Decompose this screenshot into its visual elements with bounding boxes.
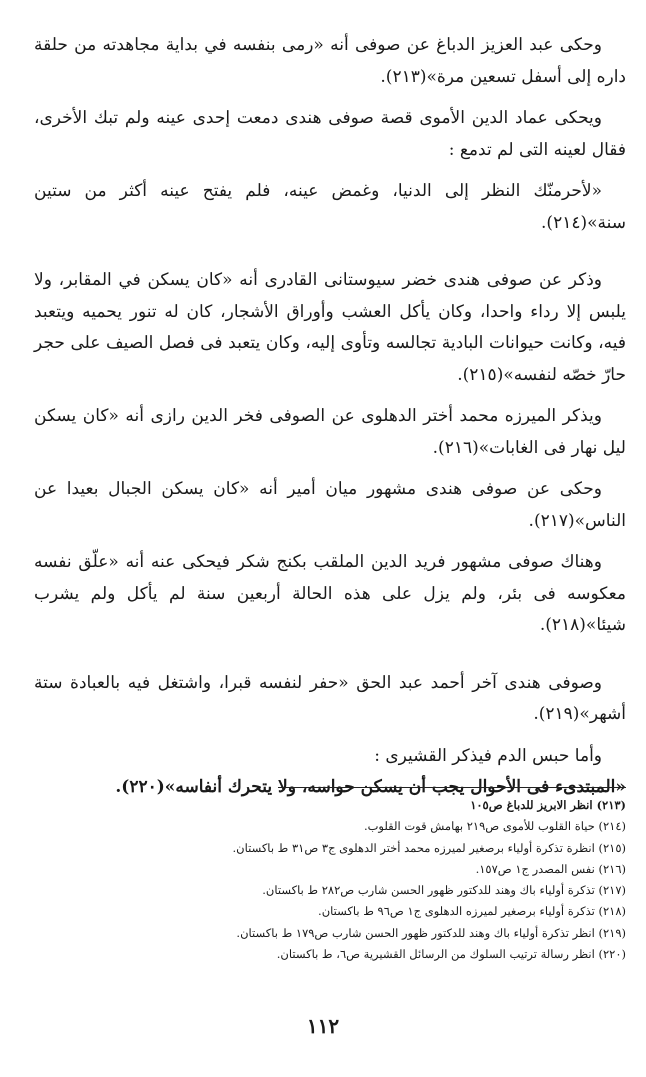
footnote-215: (٢١٥) انظرة تذكرة أولياء برصغير لميرزه محمد أختر الدهلوى ج٣ ص٣١ ط باكستان. bbox=[232, 840, 626, 855]
paragraph-dabbagh: وحكى عبد العزيز الدباغ عن صوفى أنه «رمى بنفسه في بداية مجاهدته من حلقة داره إلى أسفل تسعين مرة»(٢١٣). bbox=[34, 35, 626, 87]
paragraph-qushayri-quote: «المبتدىء فى الأحوال يجب أن يسكن حواسه، ولا يتحرك أنفاسه»(٢٢٠). bbox=[115, 777, 626, 797]
footnotes-list bbox=[26, 795, 626, 965]
footnote-217: (٢١٧) تذكرة أولياء باك وهند للدكتور ظهور الحسن شارب ص٢٨٢ ط باكستان. bbox=[262, 883, 626, 898]
footnote-220: (٢٢٠) انظر رسالة ترتيب السلوك من الرسائل القشيرية ص٦، ط باكستان. bbox=[276, 947, 626, 962]
footnote-separator bbox=[278, 787, 626, 788]
paragraph-khidr: وذكر عن صوفى هندى خضر سيوستانى القادرى أنه «كان يسكن في المقابر، ولا يلبس إلا رداء واحدا، وكان يأكل العشب وأوراق الأشجار، كان له تنور يحميه ويتعبد فيه، وكانت حيوانات البادية تجالسه وتأوى إليه، وكان يتعبد فى فصل الصيف على حجر حارّ خصّه لنفسه»(٢١٥). bbox=[34, 270, 626, 385]
paragraph-farid-aldin: وهناك صوفى مشهور فريد الدين الملقب بكنج شكر فيحكى عنه أنه «علّق نفسه معكوسه فى بئر، ولم يزل على هذه الحالة أربعين سنة لم يأكل ولم يشرب شيئا»(٢١٨). bbox=[34, 552, 626, 635]
paragraph-quote-eye: «لأحرمنّك النظر إلى الدنيا، وغمض عينه، فلم يفتح عينه أكثر من ستين سنة»(٢١٤). bbox=[34, 181, 626, 233]
paragraph-ahmad-abd-alhaq: وصوفى هندى آخر أحمد عبد الحق «حفر لنفسه قبرا، واشتغل فيه بالعبادة ستة أشهر»(٢١٩). bbox=[34, 672, 626, 724]
paragraph-mian-amir: وحكى عن صوفى هندى مشهور ميان أمير أنه «كان يسكن الجبال بعيدا عن الناس»(٢١٧). bbox=[34, 479, 626, 531]
paragraph-qushayri-intro: وأما حبس الدم فيذكر القشيرى : bbox=[374, 745, 602, 766]
page-number: ١١٢ bbox=[306, 1014, 340, 1038]
footnote-213: (٢١٣) انظر الابريز للدباغ ص١٠٥ bbox=[470, 798, 626, 812]
footnote-218: (٢١٨) تذكرة أولياء برصغير لميرزه الدهلوى ج١ ص٩٦ ط باكستان. bbox=[318, 904, 626, 919]
paragraph-imad-aldin: ويحكى عماد الدين الأموى قصة صوفى هندى دمعت إحدى عينه ولم تبك الأخرى، فقال لعينه التى لم تدمع : bbox=[34, 108, 626, 160]
paragraph-mirza-akhtar: ويذكر الميرزه محمد أختر الدهلوى عن الصوفى فخر الدين رازى أنه «كان يسكن ليل نهار فى الغابات»(٢١٦). bbox=[34, 406, 626, 458]
footnote-214: (٢١٤) حياة القلوب للأموى ص٢١٩ بهامش قوت القلوب. bbox=[363, 819, 626, 834]
footnote-219: (٢١٩) انظر تذكرة أولياء باك وهند للدكتور ظهور الحسن شارب ص١٧٩ ط باكستان. bbox=[236, 925, 626, 940]
main-text bbox=[34, 30, 626, 804]
footnote-216: (٢١٦) نفس المصدر ج١ ص١٥٧. bbox=[475, 861, 626, 876]
